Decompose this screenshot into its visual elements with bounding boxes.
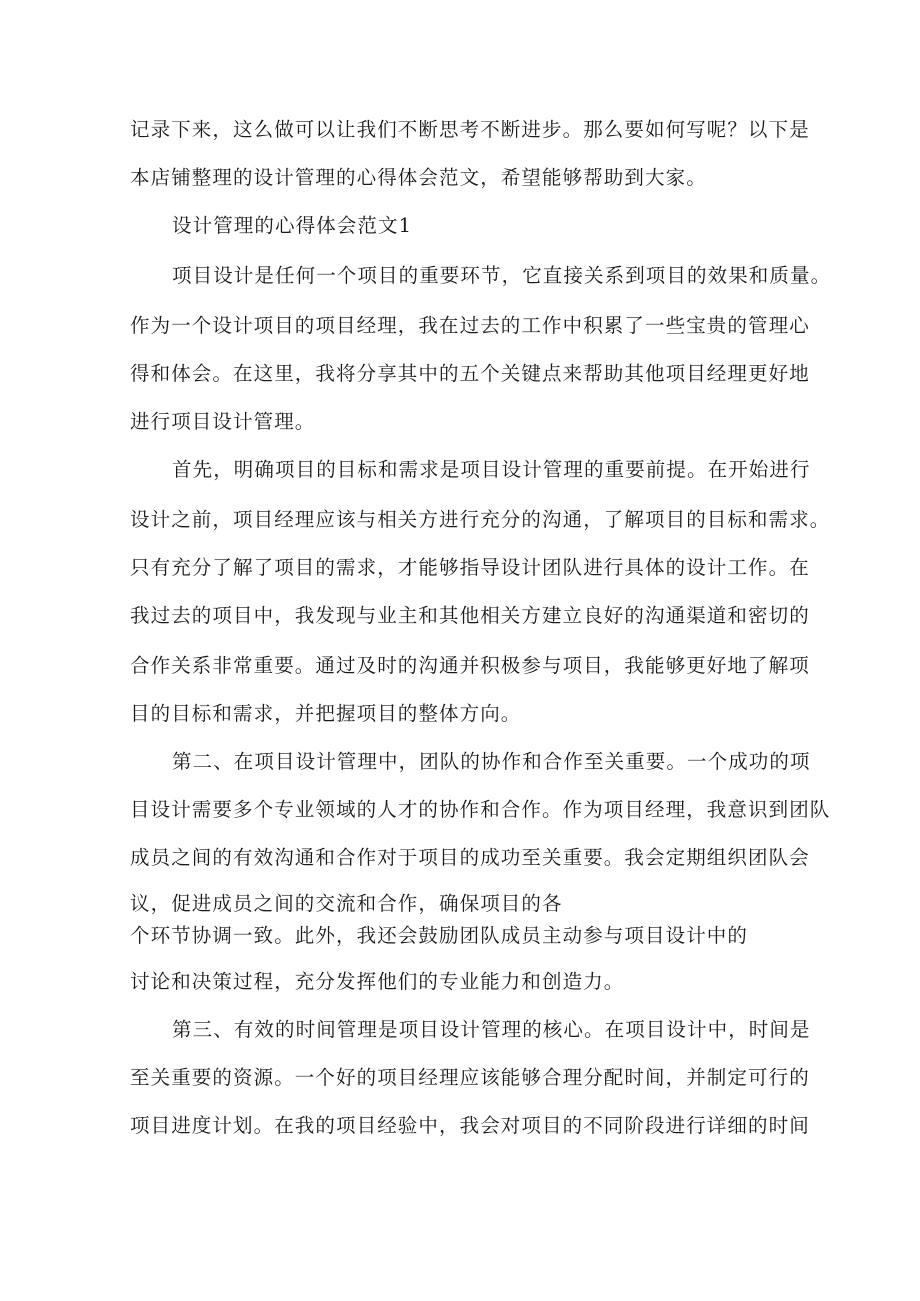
section-heading: 设计管理的心得体会范文1 (172, 214, 413, 237)
paragraph4-line-1: 第三、有效的时间管理是项目设计管理的核心。在项目设计中，时间是 (172, 1018, 811, 1041)
intro-line-2: 本店铺整理的设计管理的心得体会范文，希望能够帮助到大家。 (130, 166, 707, 189)
paragraph2-line-5: 合作关系非常重要。通过及时的沟通并积极参与项目，我能够更好地了解项 (130, 654, 810, 677)
paragraph3-line-4: 议，促进成员之间的交流和合作，确保项目的各 (130, 892, 563, 915)
paragraph3-line-1: 第二、在项目设计管理中，团队的协作和合作至关重要。一个成功的项 (172, 750, 811, 773)
paragraph2-line-3: 只有充分了解了项目的需求，才能够指导设计团队进行具体的设计工作。在 (130, 556, 810, 579)
paragraph4-line-2: 至关重要的资源。一个好的项目经理应该能够合理分配时间，并制定可行的 (130, 1066, 810, 1089)
paragraph1-line-3: 得和体会。在这里，我将分享其中的五个关键点来帮助其他项目经理更好地 (130, 362, 810, 385)
paragraph3-line-3: 成员之间的有效沟通和合作对于项目的成功至关重要。我会定期组织团队会 (130, 846, 810, 869)
paragraph2-line-4: 我过去的项目中，我发现与业主和其他相关方建立良好的沟通渠道和密切的 (130, 604, 810, 627)
paragraph1-line-4: 进行项目设计管理。 (130, 410, 316, 433)
paragraph3-line-6: 讨论和决策过程，充分发挥他们的专业能力和创造力。 (130, 970, 625, 993)
paragraph2-line-2: 设计之前，项目经理应该与相关方进行充分的沟通，了解项目的目标和需求。 (130, 508, 831, 531)
intro-line-1: 记录下来，这么做可以让我们不断思考不断进步。那么要如何写呢？以下是 (130, 118, 810, 141)
paragraph1-line-2: 作为一个设计项目的项目经理，我在过去的工作中积累了一些宝贵的管理心 (130, 314, 810, 337)
paragraph3-line-5: 个环节协调一致。此外，我还会鼓励团队成员主动参与项目设计中的 (130, 924, 749, 947)
paragraph4-line-3: 项目进度计划。在我的项目经验中，我会对项目的不同阶段进行详细的时间 (130, 1114, 810, 1137)
paragraph2-line-1: 首先，明确项目的目标和需求是项目设计管理的重要前提。在开始进行 (172, 458, 811, 481)
paragraph2-line-6: 目的目标和需求，并把握项目的整体方向。 (130, 702, 522, 725)
paragraph3-line-2: 目设计需要多个专业领域的人才的协作和合作。作为项目经理，我意识到团队 (130, 798, 831, 821)
paragraph1-line-1: 项目设计是任何一个项目的重要环节，它直接关系到项目的效果和质量。 (172, 264, 832, 287)
